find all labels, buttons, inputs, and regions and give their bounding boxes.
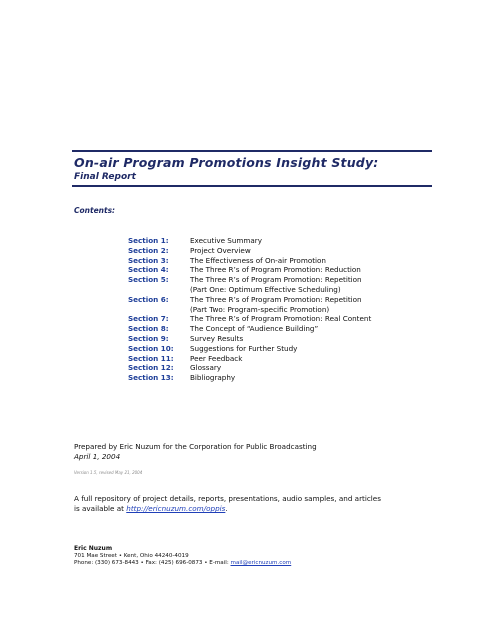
toc-section-title: Suggestions for Further Study xyxy=(190,343,298,353)
toc-section-title: Survey Results xyxy=(190,333,244,343)
prepared-by-text: Prepared by Eric Nuzum for the Corporation for Public Broadcasting xyxy=(74,442,317,451)
toc-section-number: Section 6: xyxy=(128,294,169,304)
toc-section-title: The Three R’s of Program Promotion: Repetition xyxy=(190,275,362,285)
toc-section-number: Section 11: xyxy=(128,353,174,363)
title-rule-top xyxy=(72,150,432,152)
report-title: On-air Program Promotions Insight Study: xyxy=(74,155,379,170)
contact-block xyxy=(74,545,291,568)
repository-link[interactable]: http://ericnuzum.com/oppis xyxy=(126,504,226,513)
toc-section-number: Section 9: xyxy=(128,333,169,343)
toc-section-number: Section 13: xyxy=(128,373,174,383)
toc-section-number: Section 3: xyxy=(128,255,169,265)
toc-section-number: Section 12: xyxy=(128,363,174,373)
repository-suffix: . xyxy=(225,504,228,513)
toc-section-title: The Three R’s of Program Promotion: Reduction xyxy=(190,265,361,275)
prepared-date: April 1, 2004 xyxy=(74,452,121,461)
contact-phone-fax: Phone: (330) 673-8443 • Fax: (425) 696-0873 • E-mail: xyxy=(74,560,231,567)
toc-section-title: The Effectiveness of On-air Promotion xyxy=(190,255,326,265)
contact-address: 701 Mae Street • Kent, Ohio 44240-4019 xyxy=(74,552,189,559)
toc-section-title: Executive Summary xyxy=(190,236,263,245)
toc-section-number: Section 1: xyxy=(128,236,169,245)
toc-section-title: (Part One: Optimum Effective Scheduling) xyxy=(190,284,341,294)
report-subtitle: Final Report xyxy=(74,172,136,182)
toc-section-number: Section 10: xyxy=(128,343,174,353)
repository-note xyxy=(74,494,434,514)
toc-section-title: The Three R’s of Program Promotion: Real Content xyxy=(190,314,372,324)
repository-line-1: A full repository of project details, reports, presentations, audio samples, and articles xyxy=(74,494,381,503)
toc-section-number: Section 4: xyxy=(128,265,169,275)
repository-prefix: is available at xyxy=(74,504,127,513)
toc-section-title: The Concept of “Audience Building” xyxy=(190,324,319,334)
toc-section-number: Section 2: xyxy=(128,245,169,255)
toc-section-number: Section 5: xyxy=(128,275,169,285)
contact-email-link[interactable]: mail@ericnuzum.com xyxy=(230,560,292,567)
version-note: Version 1.5, revised May 21, 2004 xyxy=(74,470,143,475)
toc-section-title: The Three R’s of Program Promotion: Repetition xyxy=(190,294,362,304)
toc-section-title: Peer Feedback xyxy=(190,353,243,363)
repository-line-2 xyxy=(74,504,434,514)
toc-section-title: (Part Two: Program-specific Promotion) xyxy=(190,304,330,314)
title-rule-bottom xyxy=(72,185,432,187)
toc-section-title: Glossary xyxy=(190,363,222,373)
toc-section-title: Project Overview xyxy=(190,245,251,255)
prepared-by-block xyxy=(74,442,317,462)
contact-phone-line xyxy=(74,560,291,568)
contact-name: Eric Nuzum xyxy=(74,545,113,552)
toc-section-title: Bibliography xyxy=(190,373,236,383)
toc-section-number: Section 8: xyxy=(128,324,169,334)
contents-label: Contents: xyxy=(74,206,116,215)
toc-section-number: Section 7: xyxy=(128,314,169,324)
